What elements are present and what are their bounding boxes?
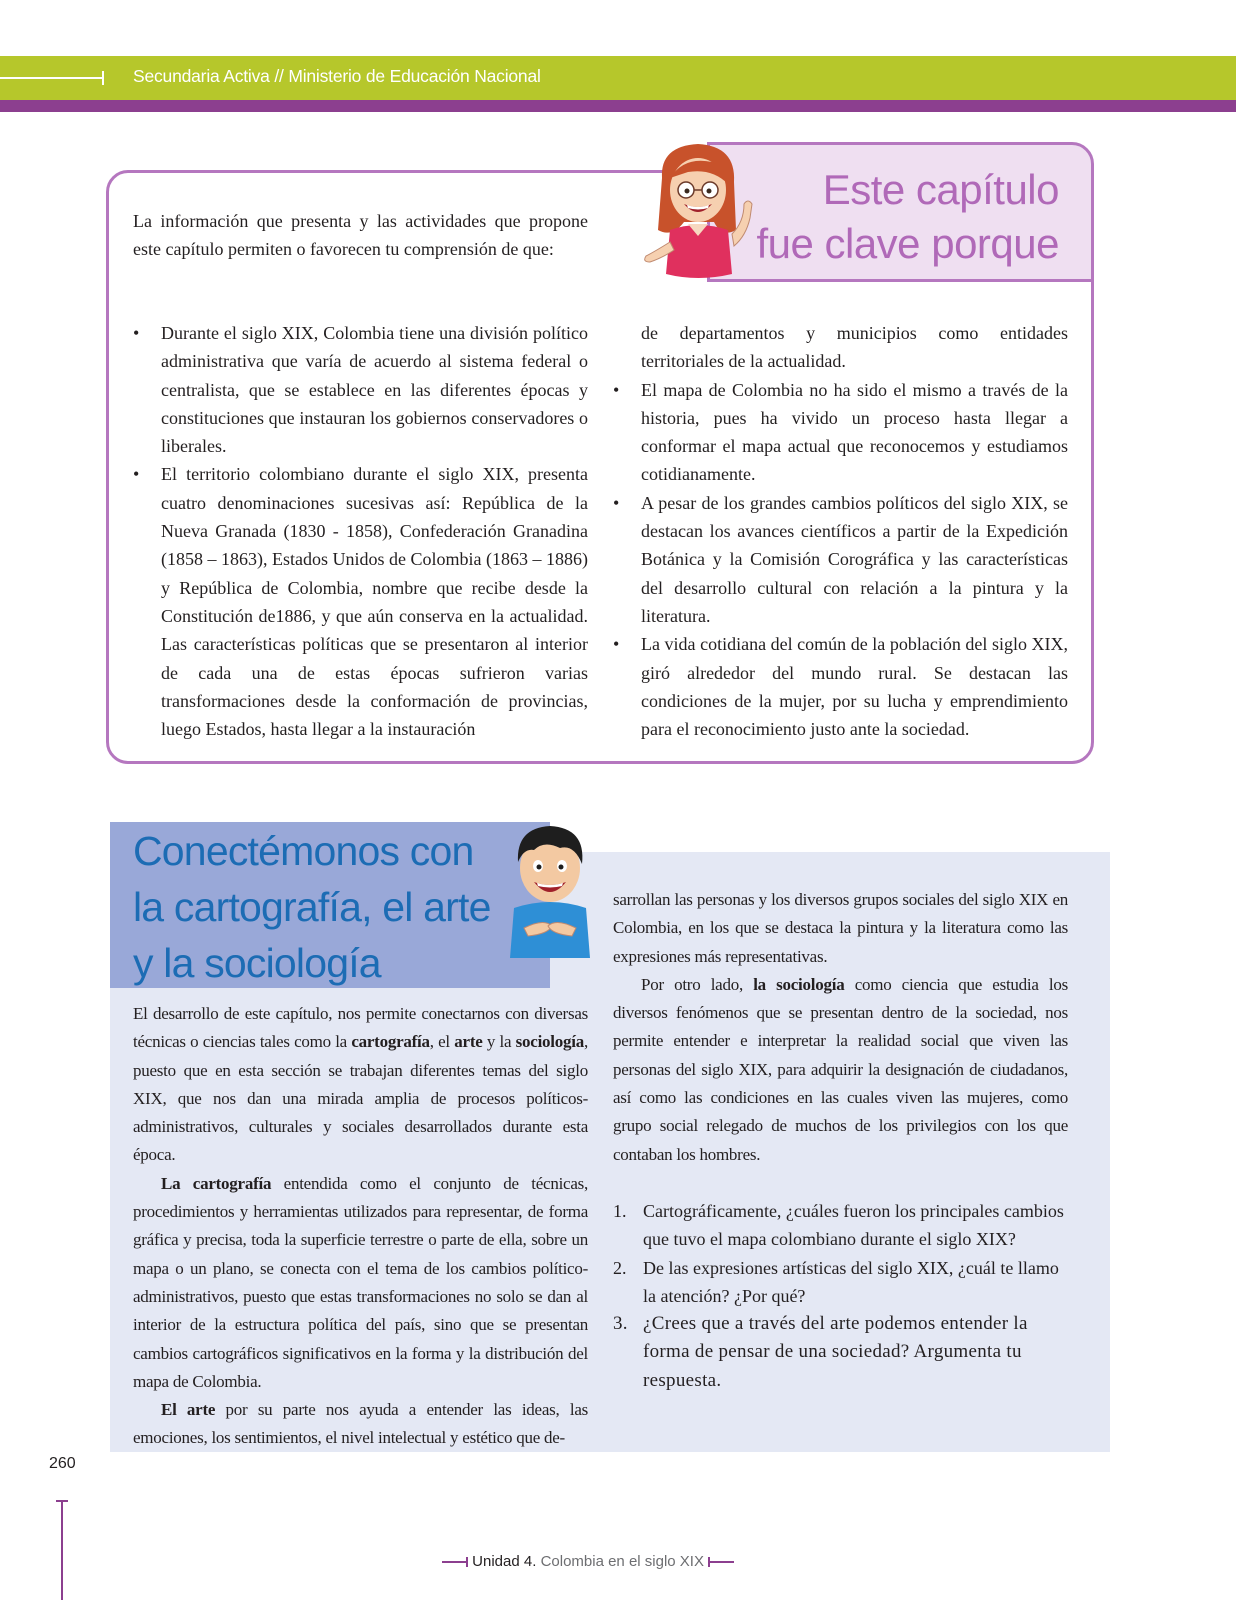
header-rule-tick: [102, 71, 104, 85]
connect-text-left: [133, 1000, 588, 1453]
girl-illustration: [640, 138, 760, 288]
boy-illustration: [504, 818, 596, 958]
question-item: 1. Cartográficamente, ¿cuáles fueron los principales cambios que tuvo el mapa colombiano durante el siglo XIX?: [613, 1201, 1064, 1250]
footer-unit: [442, 1553, 734, 1570]
list-item: • El territorio colombiano durante el siglo XIX, presenta cuatro denominaciones sucesivas así: República de la Nueva Granada (1830 - 1858), Confederación Granadina (1858 – 1863), Estados Unidos de Colombia (1863 – 1886) y República de Colombia, nombre que recibe desde la Constitución de1886, y que aún conserva en la actualidad. Las características políticas que se presentaron al interior de cada una de estas épocas sufrieron varias transformaciones desde la conformación de provincias, luego Estados, hasta llegar a la instauración: [133, 464, 588, 740]
paragraph: sarrollan las personas y los diversos grupos sociales del siglo XIX en Colombia, en los que se destaca la pintura y la literatura como las expresiones más representativas.: [613, 890, 1068, 966]
unit-label: Unidad 4.: [472, 1553, 537, 1570]
header-stripe: [0, 100, 1236, 112]
connect-text-right: [613, 886, 1068, 1169]
question-item: 2. De las expresiones artísticas del siglo XIX, ¿cuál te llamo la atención? ¿Por qué?: [613, 1257, 1059, 1306]
key-title-box: [707, 142, 1094, 282]
header-rule: [0, 77, 104, 79]
page-number: 260: [49, 1455, 76, 1472]
paragraph: La cartografía entendida como el conjunto de técnicas, procedimientos y herramientas utilizados para representar, de forma gráfica y precisa, toda la superficie terrestre o parte de ella, sobre un mapa o un plano, se conecta con el tema de los cambios político-administrativos, puesto que estas transformaciones no solo se dan al interior de la estructura política del país, sino que se presentan cambios cartográficos significativos en la forma y la distribución del mapa de Colombia.: [133, 1173, 588, 1391]
list-item: • A pesar de los grandes cambios políticos del siglo XIX, se destacan los avances científicos a partir de la Expedición Botánica y la Comisión Corográfica y las características del desarrollo cultural con relación a la pintura y la literatura.: [613, 492, 1068, 626]
paragraph: El desarrollo de este capítulo, nos permite conectarnos con diversas técnicas o ciencias tales como la cartografía, el arte y la sociología, puesto que en esta sección se trabajan diferentes temas del siglo XIX, que nos dan una mirada amplia de procesos políticos-administrativos, culturales y sociales desarrollados durante esta época.: [133, 1004, 588, 1165]
key-bullets-right: [613, 319, 1068, 743]
list-item-continuation: de departamentos y municipios como entidades territoriales de la actualidad.: [641, 323, 1068, 372]
unit-title: Colombia en el siglo XIX: [540, 1553, 704, 1570]
key-section-title: Este capítulo fue clave porque: [756, 166, 1059, 267]
paragraph: El arte por su parte nos ayuda a entender las ideas, las emociones, los sentimientos, el nivel intelectual y estético que de-: [133, 1400, 588, 1448]
key-intro-text: La información que presenta y las actividades que propone este capítulo permiten o favorecen tu comprensión de que:: [133, 211, 588, 259]
list-item: • El mapa de Colombia no ha sido el mismo a través de la historia, pues ha vivido un proceso hasta llegar a conformar el mapa actual que reconocemos y estudiamos cotidianamente.: [613, 379, 1068, 485]
question-list: [613, 1197, 1073, 1395]
question-item: 3. ¿Crees que a través del arte podemos entender la forma de pensar de una sociedad? Argumenta tu respuesta.: [613, 1313, 1028, 1391]
margin-rule: [61, 1500, 63, 1600]
key-bullets-left: [133, 319, 588, 743]
header-title: Secundaria Activa // Ministerio de Educación Nacional: [133, 66, 541, 86]
paragraph: Por otro lado, la sociología como ciencia que estudia los diversos fenómenos que se presentan dentro de la sociedad, nos permite entender e interpretar la realidad social que viven las personas del siglo XIX, para adquirir la designación de ciudadanos, así como las condiciones en las cuales viven las mujeres, como grupo social relegado de muchos de los privilegios con los que contaban los hombres.: [613, 974, 1068, 1164]
list-item: • La vida cotidiana del común de la población del siglo XIX, giró alrededor del mundo rural. Se destacan las condiciones de la mujer, por su lucha y emprendimiento para el reconocimiento justo ante la sociedad.: [613, 634, 1068, 740]
list-item: • Durante el siglo XIX, Colombia tiene una división político administrativa que varía de acuerdo al sistema federal o centralista, que se establece en las diferentes épocas y constituciones que instauran los gobiernos conservadores o liberales.: [133, 323, 588, 457]
connect-section-title: Conectémonos con la cartografía, el arte y la sociología: [133, 828, 491, 986]
